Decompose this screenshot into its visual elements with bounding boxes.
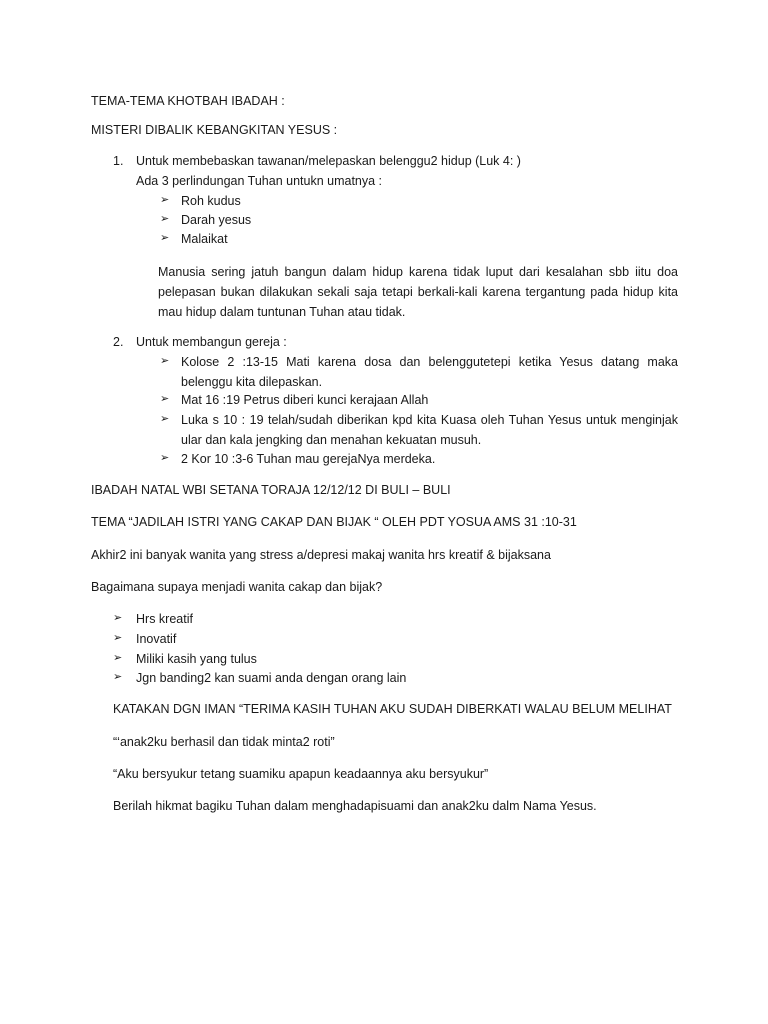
bullet-item: Inovatif	[136, 632, 177, 646]
bullet-item: Darah yesus	[181, 213, 252, 227]
bullet-line: Kolose 2 :13-15 Mati karena dosa dan belenggutetepi ketika Yesus datang maka	[181, 355, 678, 369]
bullet-item: Miliki kasih yang tulus	[136, 652, 257, 666]
paragraph-manusia	[158, 262, 678, 322]
section-title-ibadah-natal: IBADAH NATAL WBI SETANA TORAJA 12/12/12 DI BULI – BULI	[91, 483, 451, 497]
bullet-item-mat: Mat 16 :19 Petrus diberi kunci kerajaan Allah	[181, 393, 429, 407]
bullet-item: Jgn banding2 kan suami anda dengan orang lain	[136, 671, 407, 685]
list-number-2: 2.	[113, 335, 124, 349]
bullet-item-luka	[181, 410, 678, 450]
closing-prayer: Berilah hikmat bagiku Tuhan dalam menghadapisuami dan anak2ku dalm Nama Yesus.	[113, 799, 597, 813]
question-line: Bagaimana supaya menjadi wanita cakap dan bijak?	[91, 580, 383, 594]
arrow-bullet-icon: ➢	[113, 612, 123, 624]
list-item-1-subtext: Ada 3 perlindungan Tuhan untukn umatnya :	[136, 174, 383, 188]
bullet-item: Malaikat	[181, 232, 228, 246]
katakan-line: KATAKAN DGN IMAN “TERIMA KASIH TUHAN AKU SUDAH DIBERKATI WALAU BELUM MELIHAT	[113, 702, 672, 716]
arrow-bullet-icon: ➢	[160, 194, 170, 206]
quote-anak: “‘anak2ku berhasil dan tidak minta2 roti”	[113, 735, 335, 749]
section-title-misteri: MISTERI DIBALIK KEBANGKITAN YESUS :	[91, 123, 338, 137]
arrow-bullet-icon: ➢	[113, 652, 123, 664]
list-number-1: 1.	[113, 154, 124, 168]
bullet-item: Hrs kreatif	[136, 612, 193, 626]
list-item-2-text: Untuk membangun gereja :	[136, 335, 287, 349]
arrow-bullet-icon: ➢	[113, 632, 123, 644]
bullet-line: Luka s 10 : 19 telah/sudah diberikan kpd kita Kuasa oleh Tuhan Yesus untuk menginjak	[181, 413, 678, 427]
paragraph-line: mau hidup dalam tuntunan Tuhan atau tidak.	[158, 305, 406, 319]
bullet-item: Roh kudus	[181, 194, 241, 208]
quote-bersyukur: “Aku bersyukur tetang suamiku apapun keadaannya aku bersyukur”	[113, 767, 489, 781]
arrow-bullet-icon: ➢	[160, 452, 170, 464]
paragraph-line: Manusia sering jatuh bangun dalam hidup karena tidak luput dari kesalahan sbb iitu doa	[158, 265, 678, 279]
bullet-line: ular dan kala jengking dan menahan kekuatan musuh.	[181, 433, 482, 447]
arrow-bullet-icon: ➢	[160, 413, 170, 425]
arrow-bullet-icon: ➢	[160, 355, 170, 367]
arrow-bullet-icon: ➢	[160, 213, 170, 225]
list-item-1-text: Untuk membebaskan tawanan/melepaskan belenggu2 hidup (Luk 4: )	[136, 154, 521, 168]
arrow-bullet-icon: ➢	[113, 671, 123, 683]
arrow-bullet-icon: ➢	[160, 232, 170, 244]
tema-line: TEMA “JADILAH ISTRI YANG CAKAP DAN BIJAK “ OLEH PDT YOSUA AMS 31 :10-31	[91, 515, 577, 529]
document-heading: TEMA-TEMA KHOTBAH IBADAH :	[91, 94, 285, 108]
bullet-item-kor: 2 Kor 10 :3-6 Tuhan mau gerejaNya merdeka.	[181, 452, 436, 466]
akhir-line: Akhir2 ini banyak wanita yang stress a/depresi makaj wanita hrs kreatif & bijaksana	[91, 548, 551, 562]
bullet-line: belenggu kita dilepaskan.	[181, 375, 323, 389]
arrow-bullet-icon: ➢	[160, 393, 170, 405]
bullet-item-kolose	[181, 352, 678, 392]
paragraph-line: pelepasan bukan dilakukan sekali saja tetapi berkali-kali karena tergantung pada hidup kita	[158, 285, 678, 299]
